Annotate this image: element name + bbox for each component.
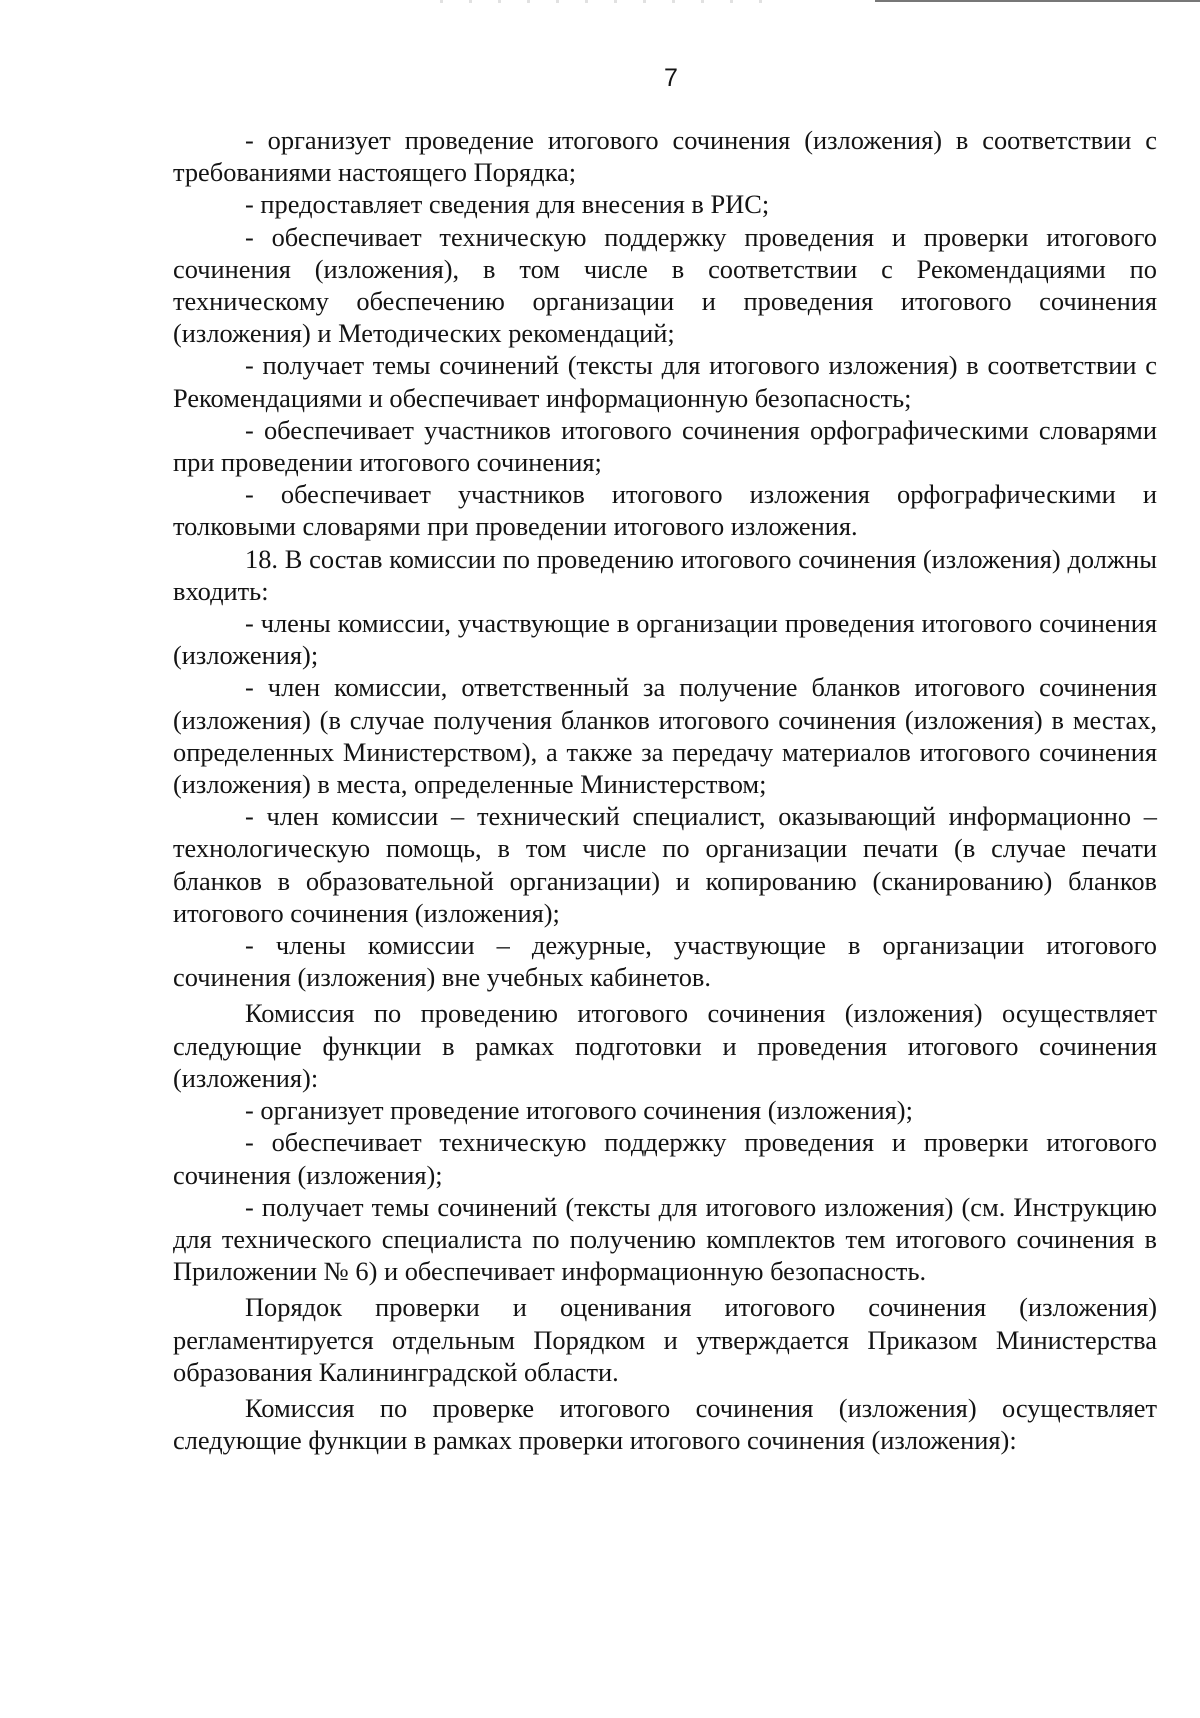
- page-number: 7: [664, 64, 678, 92]
- paragraph-section-18: 18. В состав комиссии по проведению итогового сочинения (изложения) должны входить:: [173, 543, 1157, 606]
- paragraph-func-organize: - организует проведение итогового сочинения (изложения);: [245, 1095, 913, 1126]
- paragraph-func-topics: - получает темы сочинений (тексты для итогового изложения) (см. Инструкцию для технического специалиста по получению комплектов тем итогового сочинения в Приложении № 6) и обеспечивает информационную безопасность.: [173, 1191, 1157, 1287]
- paragraph-summary-dictionaries: - обеспечивает участников итогового изложения орфографическими и толковыми словарями при проведении итогового изложения.: [173, 479, 1157, 542]
- paragraph-commission-functions: Комиссия по проведению итогового сочинения (изложения) осуществляет следующие функции в рамках подготовки и проведения итогового сочинения (изложения):: [173, 998, 1157, 1093]
- paragraph-essay-dictionaries: - обеспечивает участников итогового сочинения орфографическими словарями при проведении итогового сочинения;: [173, 414, 1157, 478]
- paragraph-technical-support: - обеспечивает техническую поддержку проведения и проверки итогового сочинения (изложения), в том числе в соответствии с Рекомендациями по техническому обеспечению организации и проведения итогового сочинения (изложения) и Методических рекомендаций;: [173, 221, 1157, 349]
- paragraph-member-forms: - член комиссии, ответственный за получение бланков итогового сочинения (изложения) (в случае получения бланков итогового сочинения (изложения) в местах, определенных Министерством), а также за передачу материалов итогового сочинения (изложения) в места, определенные Министерством;: [173, 672, 1157, 800]
- paragraph-technical-specialist: - член комиссии – технический специалист, оказывающий информационно – технологическую помощь, в том числе по организации печати (в случае печати бланков в образовательной организации) и копированию (сканированию) бланков итогового сочинения (изложения);: [173, 801, 1157, 928]
- document-body: [173, 124, 1157, 1456]
- paragraph-receive-topics: - получает темы сочинений (тексты для итогового изложения) в соответствии с Рекомендациями и обеспечивает информационную безопасность;: [173, 350, 1157, 413]
- paragraph-checking-commission: Комиссия по проверке итогового сочинения (изложения) осуществляет следующие функции в рамках проверки итогового сочинения (изложения):: [173, 1392, 1157, 1456]
- paragraph-provide-ris-data: - предоставляет сведения для внесения в РИС;: [245, 189, 770, 220]
- paragraph-members-organization: - члены комиссии, участвующие в организации проведения итогового сочинения (изложения);: [173, 608, 1157, 671]
- paragraph-organize-conduct: - организует проведение итогового сочинения (изложения) в соответствии с требованиями настоящего Порядка;: [173, 125, 1157, 188]
- paragraph-func-technical: - обеспечивает техническую поддержку проведения и проверки итогового сочинения (изложения);: [173, 1127, 1157, 1190]
- scan-specks: [440, 0, 780, 3]
- scan-edge-line: [875, 0, 1200, 2]
- paragraph-duty-members: - члены комиссии – дежурные, участвующие в организации итогового сочинения (изложения) вне учебных кабинетов.: [173, 930, 1157, 993]
- paragraph-checking-procedure: Порядок проверки и оценивания итогового сочинения (изложения) регламентируется отдельным Порядком и утверждается Приказом Министерства образования Калининградской области.: [173, 1292, 1157, 1387]
